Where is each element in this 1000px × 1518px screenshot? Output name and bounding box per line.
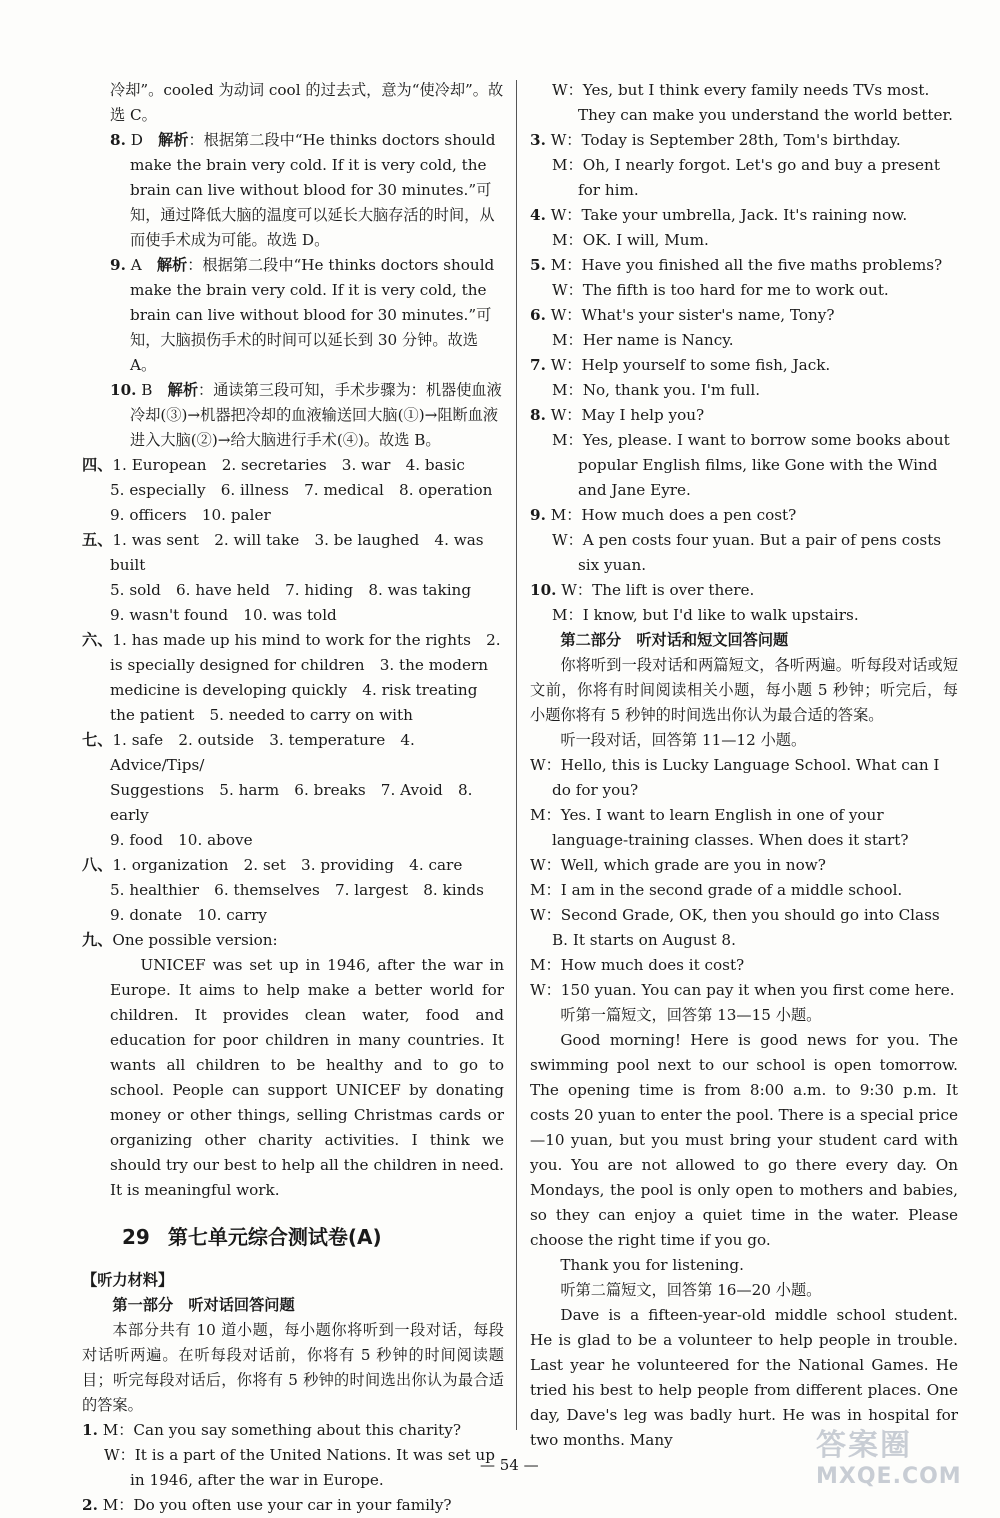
conversation-line: W：Second Grade, OK, then you should go into Class B. It starts on August 8.: [530, 906, 940, 949]
dialogue-4: 4. W：Take your umbrella, Jack. It's raining now.: [530, 206, 908, 224]
section-6-answers: 六、1. has made up his mind to work for the rights 2. is specially designed for children 3. the modern medicine is developing quickly 4. risk treating the patient 5. needed to carry on with: [82, 631, 501, 724]
passage-1-closing: Thank you for listening.: [560, 1256, 744, 1274]
unit-title: 29 第七单元综合测试卷(A): [122, 1225, 382, 1249]
listening-material-heading: 【听力材料】: [82, 1271, 174, 1289]
dialogue-10: 10. W：The lift is over there.: [530, 581, 755, 599]
conversation-line: M：How much does it cost?: [530, 956, 745, 974]
answer-8: 8. D 解析：根据第二段中“He thinks doctors should make the brain very cold. If it is very cold, the brain can live without blood for 30 minutes.”可知，通过降低大脑的温度可以延长大脑存活的时间，从而使手术成为可能。故选 D。: [110, 131, 496, 249]
conversation-line: M：Yes. I want to learn English in one of your language-training classes. When does it start?: [530, 806, 909, 849]
passage-1: Good morning! Here is good news for you. The swimming pool next to our school is open tomorrow. The opening time is from 8:00 a.m. to 9:30 p.m. It costs 20 yuan to enter the pool. There is a special price—10 yuan, but you must bring your student card with you. You are not allowed to go there every day. On Mondays, the pool is only open to mothers and babies, so they can enjoy a quiet time in the water. Please choose the right time if you go.: [530, 1031, 958, 1249]
section-8-answers: 八、1. organization 2. set 3. providing 4. care 5. healthier 6. themselves 7. largest 8. kinds 9. donate 10. carry: [82, 856, 484, 924]
dialogue-8: 8. W：May I help you?: [530, 406, 705, 424]
dialogue-8-reply: M：Yes, please. I want to borrow some books about popular English films, like Gone with the Wind and Jane Eyre.: [552, 431, 950, 499]
part-2-heading: 第二部分 听对话和短文回答问题: [560, 631, 789, 649]
dialogue-9-reply: W：A pen costs four yuan. But a pair of pens costs six yuan.: [552, 531, 942, 574]
dialogue-6: 6. W：What's your sister's name, Tony?: [530, 306, 835, 324]
conversation-line: W：Hello, this is Lucky Language School. What can I do for you?: [530, 756, 940, 799]
section-4-answers: 四、1. European 2. secretaries 3. war 4. basic 5. especially 6. illness 7. medical 8. operation 9. officers 10. paler: [82, 456, 493, 524]
watermark-logo: 答案圈 MXQE.COM: [816, 1428, 962, 1489]
dialogue-1: 1. M：Can you say something about this charity?: [82, 1421, 461, 1439]
column-divider: [516, 80, 517, 1430]
page-number: — 54 —: [480, 1456, 539, 1474]
conversation-heading: 听一段对话，回答第 11—12 小题。: [560, 731, 807, 749]
answer-9: 9. A 解析：根据第二段中“He thinks doctors should make the brain very cold. If it is very cold, the brain can live without blood for 30 minutes.”可知，大脑损伤手术的时间可以延长到 30 分钟。故选 A。: [110, 256, 495, 374]
right-column: [530, 78, 958, 1453]
section-7-answers: 七、1. safe 2. outside 3. temperature 4. Advice/Tips/ Suggestions 5. harm 6. breaks 7. Avoid 8. early 9. food 10. above: [82, 731, 473, 849]
dialogue-2: 2. M：Do you often use your car in your family?: [82, 1496, 452, 1514]
continued-answer: 冷却”。cooled 为动词 cool 的过去式，意为“使冷却”。故选 C。: [110, 81, 504, 124]
section-9-writing: 九、One possible version: UNICEF was set up in 1946, after the war in Europe. It aims to help make a better world for children. It provides clean water, food and education for poor children in many countries. It wants all children to be healthy and to go to school. People can support UNICEF by donating money or other things, selling Christmas cards or organizing other charity activities. I think we should try our best to help all the children in need. It is meaningful work.: [82, 928, 504, 1203]
passage-2-heading: 听第二篇短文，回答第 16—20 小题。: [560, 1281, 822, 1299]
dialogue-5: 5. M：Have you finished all the five maths problems?: [530, 256, 943, 274]
answer-10: 10. B 解析：通读第三段可知，手术步骤为：机器使血液冷却(③)→机器把冷却的血液输送回大脑(①)→阻断血液进入大脑(②)→给大脑进行手术(④)。故选 B。: [110, 381, 502, 449]
conversation-line: W：Well, which grade are you in now?: [530, 856, 826, 874]
conversation-line: W：150 yuan. You can pay it when you first come here.: [530, 981, 955, 999]
passage-1-heading: 听第一篇短文，回答第 13—15 小题。: [560, 1006, 822, 1024]
dialogue-3-reply: M：Oh, I nearly forgot. Let's go and buy a present for him.: [552, 156, 940, 199]
part-1-instructions: 本部分共有 10 道小题，每小题你将听到一段对话，每段对话听两遍。在听每段对话前，你将有 5 秒钟的时间阅读题目；听完每段对话后，你将有 5 秒钟的时间选出你认为最合适的答案。: [82, 1321, 504, 1414]
part-2-instructions: 你将听到一段对话和两篇短文，各听两遍。听每段对话或短文前，你将有时间阅读相关小题，每小题 5 秒钟；听完后，每小题你将有 5 秒钟的时间选出你认为最合适的答案。: [530, 656, 958, 724]
dialogue-3: 3. W：Today is September 28th, Tom's birthday.: [530, 131, 901, 149]
dialogue-7: 7. W：Help yourself to some fish, Jack.: [530, 356, 831, 374]
dialogue-7-reply: M：No, thank you. I'm full.: [552, 381, 761, 399]
dialogue-10-reply: M：I know, but I'd like to walk upstairs.: [552, 606, 859, 624]
section-5-answers: 五、1. was sent 2. will take 3. be laughed 4. was built 5. sold 6. have held 7. hiding 8. was taking 9. wasn't found 10. was told: [82, 531, 484, 624]
passage-2: Dave is a fifteen-year-old middle school student. He is glad to be a volunteer to help people in trouble. Last year he volunteered for the National Games. He tried his best to help people from different places. One day, Dave's leg was badly hurt. He was in hospital for two months. Many: [530, 1306, 958, 1449]
dialogue-6-reply: M：Her name is Nancy.: [552, 331, 734, 349]
sample-essay: UNICEF was set up in 1946, after the war in Europe. It aims to help make a better world for children. It provides clean water, food and education for poor children in many countries. It wants all children to be healthy and to go to school. People can support UNICEF by donating money or other things, selling Christmas cards or organizing other charity activities. I think we should try our best to help all the children in need. It is meaningful work.: [110, 956, 504, 1199]
dialogue-4-reply: M：OK. I will, Mum.: [552, 231, 709, 249]
dialogue-1-reply: W：It is a part of the United Nations. It was set up in 1946, after the war in Europe.: [104, 1446, 495, 1489]
dialogue-9: 9. M：How much does a pen cost?: [530, 506, 797, 524]
left-column: [82, 78, 504, 1518]
conversation-line: M：I am in the second grade of a middle school.: [530, 881, 903, 899]
dialogue-5-reply: W：The fifth is too hard for me to work out.: [552, 281, 889, 299]
dialogue-2-reply: W：Yes, but I think every family needs TVs most. They can make you understand the world better.: [552, 81, 953, 124]
part-1-heading: 第一部分 听对话回答问题: [112, 1296, 295, 1314]
